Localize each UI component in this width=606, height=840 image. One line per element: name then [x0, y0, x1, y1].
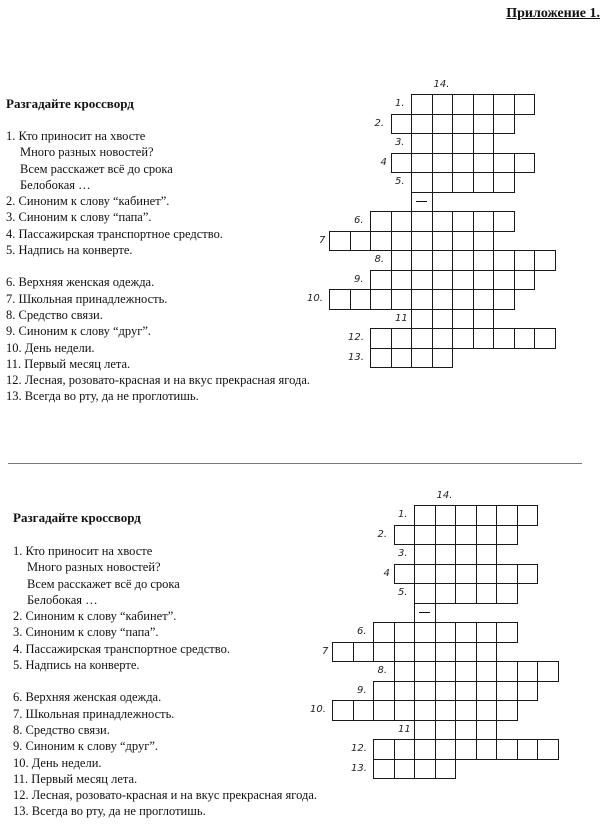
crossword-cell[interactable] [476, 642, 498, 663]
crossword-cell[interactable] [473, 94, 495, 115]
crossword-cell[interactable] [373, 759, 395, 780]
clue-number: 13. [351, 762, 367, 774]
crossword-cell[interactable] [473, 133, 495, 154]
worksheet-copy-2 [0, 413, 606, 819]
clue-number: 8. [377, 665, 388, 676]
crossword-cell[interactable] [514, 328, 536, 349]
crossword-cell[interactable] [435, 544, 457, 565]
crossword-cell[interactable] [329, 289, 351, 310]
crossword-cell[interactable] [432, 289, 454, 310]
crossword-cell[interactable] [394, 642, 416, 663]
crossword-cell[interactable] [411, 211, 433, 232]
crossword-cell[interactable] [435, 583, 457, 604]
clue-number: 8. [374, 254, 385, 265]
clue-number-14: 14. [436, 490, 453, 501]
crossword-cell[interactable] [493, 172, 515, 193]
question-item: 2. Синоним к слову “кабинет”. [13, 609, 177, 624]
crossword-cell[interactable] [332, 700, 354, 721]
crossword-cell[interactable] [452, 270, 474, 291]
crossword-cell[interactable] [353, 700, 375, 721]
crossword-cell[interactable] [394, 700, 416, 721]
question-item: 7. Школьная принадлежность. [6, 291, 168, 306]
crossword-cell[interactable] [455, 739, 477, 760]
crossword-cell[interactable] [473, 328, 495, 349]
crossword-cell[interactable] [452, 94, 474, 115]
crossword-cell[interactable] [394, 759, 416, 780]
crossword-cell[interactable] [455, 681, 477, 702]
crossword-cell[interactable] [493, 328, 515, 349]
crossword-cell[interactable] [496, 739, 518, 760]
crossword-cell[interactable] [432, 133, 454, 154]
clue-number: 9. [354, 273, 364, 285]
crossword-cell[interactable] [452, 114, 474, 135]
crossword-cell[interactable] [373, 681, 395, 702]
crossword-cell[interactable] [411, 309, 433, 330]
crossword-cell[interactable] [476, 583, 498, 604]
crossword-cell[interactable] [432, 172, 454, 193]
crossword-cell[interactable] [394, 564, 416, 585]
question-item: 4. Пассажирская транспортное средство. [13, 641, 230, 656]
clue-number: 1. [398, 509, 408, 520]
crossword-cell[interactable] [493, 94, 515, 115]
crossword-cell[interactable] [432, 270, 454, 291]
crossword-cell[interactable] [452, 250, 474, 271]
crossword-cell[interactable] [435, 700, 457, 721]
crossword-cell[interactable] [432, 348, 454, 369]
clue-number: 7 [319, 234, 326, 246]
crossword-cell[interactable] [391, 114, 413, 135]
question-item: 4. Пассажирская транспортное средство. [6, 226, 223, 241]
crossword-cell[interactable] [517, 681, 539, 702]
crossword-cell[interactable] [411, 231, 433, 252]
crossword-cell[interactable] [435, 622, 457, 643]
crossword-cell[interactable] [391, 348, 413, 369]
question-item: 11. Первый месяц лета. [6, 356, 131, 371]
crossword-cell[interactable] [493, 153, 515, 174]
crossword-cell[interactable] [435, 681, 457, 702]
crossword-cell[interactable] [414, 525, 436, 546]
crossword-cell[interactable] [350, 289, 372, 310]
crossword-cell[interactable] [391, 328, 413, 349]
crossword-cell[interactable] [353, 642, 375, 663]
crossword-cell[interactable] [455, 505, 477, 526]
clue-number: 11 [395, 312, 408, 324]
crossword-cell[interactable] [373, 739, 395, 760]
crossword-cell[interactable] [452, 133, 474, 154]
crossword-cell[interactable] [455, 622, 477, 643]
question-item: 3. Синоним к слову “папа”. [13, 625, 159, 640]
clue-number: 5. [398, 587, 408, 598]
crossword-cell[interactable] [432, 309, 454, 330]
crossword-cell[interactable] [391, 289, 413, 310]
question-item: Белобокая … [27, 592, 98, 607]
crossword-cell[interactable] [414, 622, 436, 643]
crossword-cell[interactable] [473, 172, 495, 193]
question-item: 3. Синоним к слову “папа”. [6, 210, 152, 225]
crossword-cell[interactable] [514, 250, 536, 271]
crossword-cell[interactable] [476, 739, 498, 760]
crossword-cell[interactable] [432, 94, 454, 115]
crossword-cell[interactable] [435, 759, 457, 780]
crossword-grid [0, 0, 606, 400]
question-item: 12. Лесная, розовато-красная и на вкус прекрасная ягода. [6, 373, 311, 388]
crossword-cell[interactable] [517, 661, 539, 682]
crossword-cell[interactable] [391, 250, 413, 271]
crossword-cell[interactable] [455, 700, 477, 721]
worksheet-title: Разгадайте кроссворд [6, 96, 134, 111]
crossword-cell[interactable] [411, 328, 433, 349]
crossword-cell[interactable] [476, 525, 498, 546]
crossword-cell[interactable] [496, 564, 518, 585]
crossword-cell[interactable] [455, 525, 477, 546]
crossword-cell[interactable] [476, 661, 498, 682]
crossword-cell[interactable] [411, 133, 433, 154]
crossword-cell[interactable] [411, 114, 433, 135]
clue-number: 7 [322, 645, 329, 657]
appendix-label: Приложение 1. [506, 6, 600, 21]
crossword-cell[interactable] [493, 114, 515, 135]
crossword-cell[interactable] [373, 700, 395, 721]
crossword-cell[interactable] [432, 153, 454, 174]
clue-number: 13. [348, 351, 364, 363]
crossword-cell[interactable] [414, 759, 436, 780]
crossword-cell[interactable] [476, 505, 498, 526]
crossword-cell[interactable] [493, 270, 515, 291]
crossword-cell[interactable] [517, 564, 539, 585]
crossword-cell[interactable] [517, 505, 539, 526]
clue-number: 12. [351, 743, 367, 754]
question-item: 6. Верхняя женская одежда. [6, 275, 155, 290]
crossword-cell[interactable] [370, 270, 392, 291]
crossword-cell[interactable] [373, 642, 395, 663]
clue-number: 4 [383, 567, 390, 579]
question-item: 7. Школьная принадлежность. [13, 706, 175, 721]
question-item: 12. Лесная, розовато-красная и на вкус прекрасная ягода. [13, 788, 318, 803]
crossword-cell[interactable] [496, 681, 518, 702]
crossword-cell[interactable] [411, 172, 433, 193]
crossword-cell[interactable] [476, 622, 498, 643]
crossword-cell[interactable] [394, 525, 416, 546]
question-item: 9. Синоним к слову “друг”. [13, 739, 159, 754]
crossword-cell[interactable] [414, 661, 436, 682]
crossword-cell[interactable] [493, 250, 515, 271]
crossword-cell[interactable] [370, 348, 392, 369]
question-item: 10. День недели. [13, 755, 102, 770]
crossword-cell[interactable] [391, 270, 413, 291]
crossword-cell[interactable] [476, 544, 498, 565]
crossword-cell[interactable] [534, 328, 556, 349]
crossword-cell[interactable] [534, 250, 556, 271]
crossword-cell[interactable] [452, 289, 474, 310]
question-item: 2. Синоним к слову “кабинет”. [6, 194, 170, 209]
crossword-cell[interactable] [370, 328, 392, 349]
question-item: 10. День недели. [6, 340, 95, 355]
separator-dash [416, 201, 427, 203]
crossword-cell[interactable] [435, 525, 457, 546]
question-item: 5. Надпись на конверте. [13, 658, 140, 673]
crossword-cell[interactable] [332, 642, 354, 663]
crossword-cell[interactable] [414, 700, 436, 721]
question-item: 6. Верхняя женская одежда. [13, 690, 162, 705]
crossword-cell[interactable] [370, 211, 392, 232]
crossword-cell[interactable] [411, 270, 433, 291]
question-item: Всем расскажет всё до срока [20, 161, 173, 176]
crossword-cell[interactable] [493, 211, 515, 232]
crossword-cell[interactable] [452, 328, 474, 349]
crossword-cell[interactable] [496, 505, 518, 526]
clue-number: 1. [395, 98, 405, 109]
crossword-cell[interactable] [473, 153, 495, 174]
crossword-cell[interactable] [435, 661, 457, 682]
crossword-cell[interactable] [411, 94, 433, 115]
crossword-cell[interactable] [452, 231, 474, 252]
crossword-cell[interactable] [394, 661, 416, 682]
crossword-cell[interactable] [435, 505, 457, 526]
crossword-cell[interactable] [493, 289, 515, 310]
crossword-cell[interactable] [414, 564, 436, 585]
crossword-cell[interactable] [455, 720, 477, 741]
crossword-cell[interactable] [435, 564, 457, 585]
question-item: 8. Средство связи. [13, 722, 110, 737]
crossword-cell[interactable] [432, 231, 454, 252]
crossword-grid [0, 413, 606, 813]
crossword-cell[interactable] [452, 153, 474, 174]
crossword-cell[interactable] [496, 525, 518, 546]
crossword-cell[interactable] [411, 289, 433, 310]
crossword-cell[interactable] [517, 739, 539, 760]
worksheet-copy-1 [0, 0, 606, 404]
question-item: 9. Синоним к слову “друг”. [6, 324, 152, 339]
clue-number: 6. [354, 215, 364, 226]
crossword-cell[interactable] [411, 250, 433, 271]
question-item: 11. Первый месяц лета. [13, 771, 138, 786]
crossword-cell[interactable] [514, 153, 536, 174]
crossword-cell[interactable] [394, 681, 416, 702]
crossword-cell[interactable] [473, 270, 495, 291]
clue-number: 10. [307, 293, 323, 304]
crossword-cell[interactable] [391, 231, 413, 252]
crossword-cell[interactable] [473, 231, 495, 252]
crossword-cell[interactable] [394, 622, 416, 643]
crossword-cell[interactable] [435, 720, 457, 741]
crossword-cell[interactable] [432, 328, 454, 349]
question-item: 5. Надпись на конверте. [6, 243, 133, 258]
crossword-cell[interactable] [435, 642, 457, 663]
clue-number: 9. [357, 684, 367, 696]
clue-number: 4 [380, 156, 387, 168]
crossword-cell[interactable] [414, 642, 436, 663]
question-item: Белобокая … [20, 177, 91, 192]
crossword-cell[interactable] [414, 720, 436, 741]
question-item: 1. Кто приносит на хвосте [13, 544, 153, 558]
question-item: 8. Средство связи. [6, 307, 103, 322]
crossword-cell[interactable] [455, 583, 477, 604]
crossword-cell[interactable] [473, 114, 495, 135]
clue-number: 2. [377, 528, 388, 540]
crossword-cell[interactable] [452, 172, 474, 193]
clue-number: 2. [374, 117, 385, 129]
crossword-cell[interactable] [391, 211, 413, 232]
worksheet-title: Разгадайте кроссворд [13, 510, 141, 525]
question-item: 13. Всегда во рту, да не проглотишь. [13, 804, 206, 819]
clue-number: 3. [395, 137, 405, 148]
crossword-cell[interactable] [414, 505, 436, 526]
crossword-cell[interactable] [394, 739, 416, 760]
crossword-cell[interactable] [455, 642, 477, 663]
crossword-cell[interactable] [476, 700, 498, 721]
crossword-cell[interactable] [391, 153, 413, 174]
crossword-cell[interactable] [455, 564, 477, 585]
crossword-cell[interactable] [537, 661, 559, 682]
clue-number-14: 14. [433, 79, 450, 90]
crossword-cell[interactable] [370, 231, 392, 252]
clue-number: 5. [395, 176, 405, 187]
crossword-cell[interactable] [476, 564, 498, 585]
question-item: Много разных новостей? [27, 560, 161, 575]
crossword-cell[interactable] [455, 544, 477, 565]
separator-dash [419, 612, 430, 614]
crossword-cell[interactable] [514, 94, 536, 115]
crossword-cell[interactable] [473, 250, 495, 271]
crossword-cell[interactable] [455, 661, 477, 682]
crossword-cell[interactable] [432, 250, 454, 271]
crossword-cell[interactable] [496, 622, 518, 643]
crossword-cell[interactable] [435, 739, 457, 760]
crossword-cell[interactable] [411, 348, 433, 369]
crossword-cell[interactable] [411, 153, 433, 174]
crossword-cell[interactable] [452, 211, 474, 232]
clue-number: 6. [357, 626, 367, 637]
crossword-cell[interactable] [476, 681, 498, 702]
crossword-cell[interactable] [537, 739, 559, 760]
clue-number: 11 [398, 723, 411, 735]
crossword-cell[interactable] [496, 583, 518, 604]
crossword-cell[interactable] [473, 309, 495, 330]
clue-number: 3. [398, 548, 408, 559]
question-item: 13. Всегда во рту, да не проглотишь. [6, 389, 199, 404]
clue-number: 10. [310, 704, 326, 715]
crossword-cell[interactable] [414, 681, 436, 702]
crossword-cell[interactable] [452, 309, 474, 330]
crossword-cell[interactable] [414, 544, 436, 565]
clue-number: 12. [348, 332, 364, 343]
crossword-cell[interactable] [496, 661, 518, 682]
question-item: Много разных новостей? [20, 145, 154, 160]
crossword-cell[interactable] [370, 289, 392, 310]
question-item: 1. Кто приносит на хвосте [6, 129, 146, 143]
crossword-cell[interactable] [414, 583, 436, 604]
crossword-cell[interactable] [496, 700, 518, 721]
crossword-cell[interactable] [473, 289, 495, 310]
crossword-cell[interactable] [373, 622, 395, 643]
crossword-cell[interactable] [350, 231, 372, 252]
crossword-cell[interactable] [514, 270, 536, 291]
crossword-cell[interactable] [473, 211, 495, 232]
question-item: Всем расскажет всё до срока [27, 576, 180, 591]
crossword-cell[interactable] [329, 231, 351, 252]
crossword-cell[interactable] [432, 211, 454, 232]
crossword-cell[interactable] [432, 114, 454, 135]
crossword-cell[interactable] [476, 720, 498, 741]
crossword-cell[interactable] [414, 739, 436, 760]
